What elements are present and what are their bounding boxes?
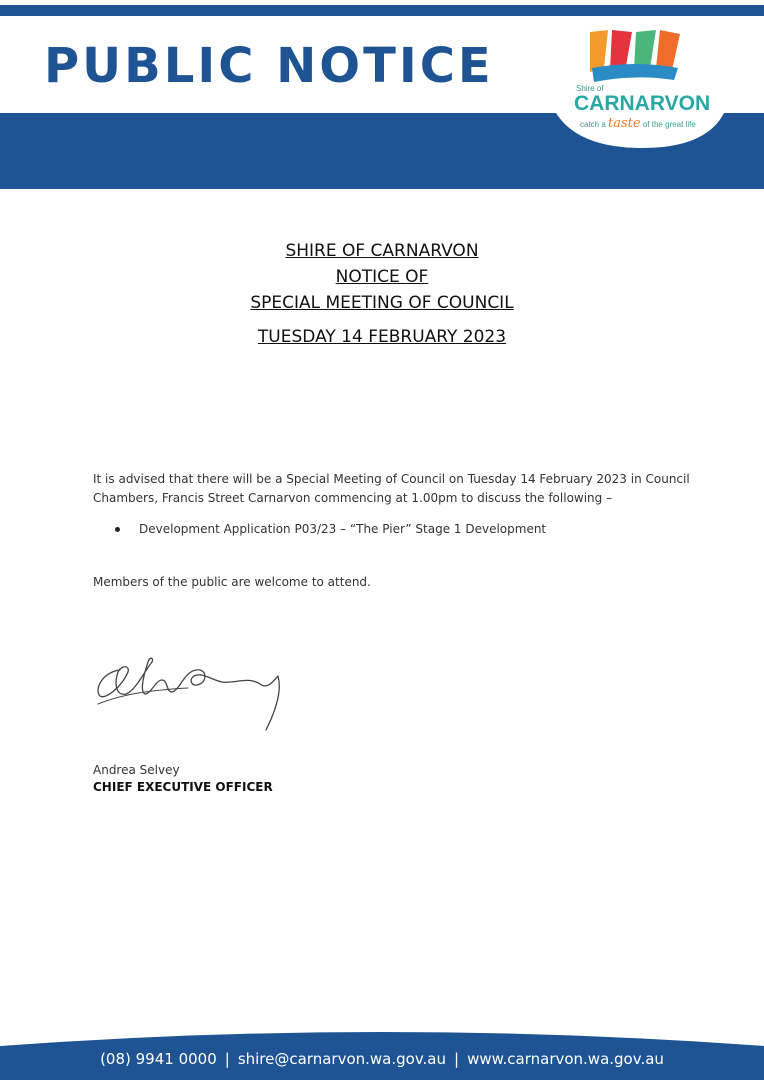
logo-tagline-accent: taste — [608, 116, 641, 131]
header-top-line — [0, 5, 764, 16]
logo-prefix: Shire of — [576, 84, 604, 93]
footer-separator: | — [224, 1050, 230, 1068]
notice-heading — [0, 238, 764, 350]
agenda-list — [93, 520, 693, 539]
closing-paragraph: Members of the public are welcome to attend. — [93, 575, 371, 589]
logo-tagline — [580, 116, 696, 131]
signature-image — [92, 650, 292, 740]
signatory-title: CHIEF EXECUTIVE OFFICER — [93, 780, 273, 794]
logo-tagline-before: catch a — [580, 120, 606, 129]
signatory-name: Andrea Selvey — [93, 763, 180, 777]
page-title: PUBLIC NOTICE — [44, 38, 494, 94]
logo-name: CARNARVON — [574, 92, 711, 115]
footer-website[interactable]: www.carnarvon.wa.gov.au — [467, 1050, 664, 1068]
shire-logo — [556, 20, 724, 152]
bullet-icon — [115, 527, 120, 532]
logo-tagline-after: of the great life — [642, 120, 696, 129]
heading-line-organisation: SHIRE OF CARNARVON — [285, 241, 479, 261]
footer-contact — [0, 1050, 764, 1068]
footer-separator: | — [454, 1050, 460, 1068]
agenda-item-text: Development Application P03/23 – “The Pier” Stage 1 Development — [139, 522, 547, 536]
meeting-date: TUESDAY 14 FEBRUARY 2023 — [257, 327, 507, 347]
agenda-item — [93, 520, 693, 539]
intro-paragraph: It is advised that there will be a Special Meeting of Council on Tuesday 14 February 2023 in Council Chambers, Francis Street Carnarvon commencing at 1.00pm to discuss the following – — [93, 472, 690, 505]
footer-email[interactable]: shire@carnarvon.wa.gov.au — [237, 1050, 447, 1068]
footer-phone: (08) 9941 0000 — [100, 1050, 217, 1068]
heading-line-meeting: SPECIAL MEETING OF COUNCIL — [250, 293, 514, 313]
heading-line-notice: NOTICE OF — [335, 267, 429, 287]
